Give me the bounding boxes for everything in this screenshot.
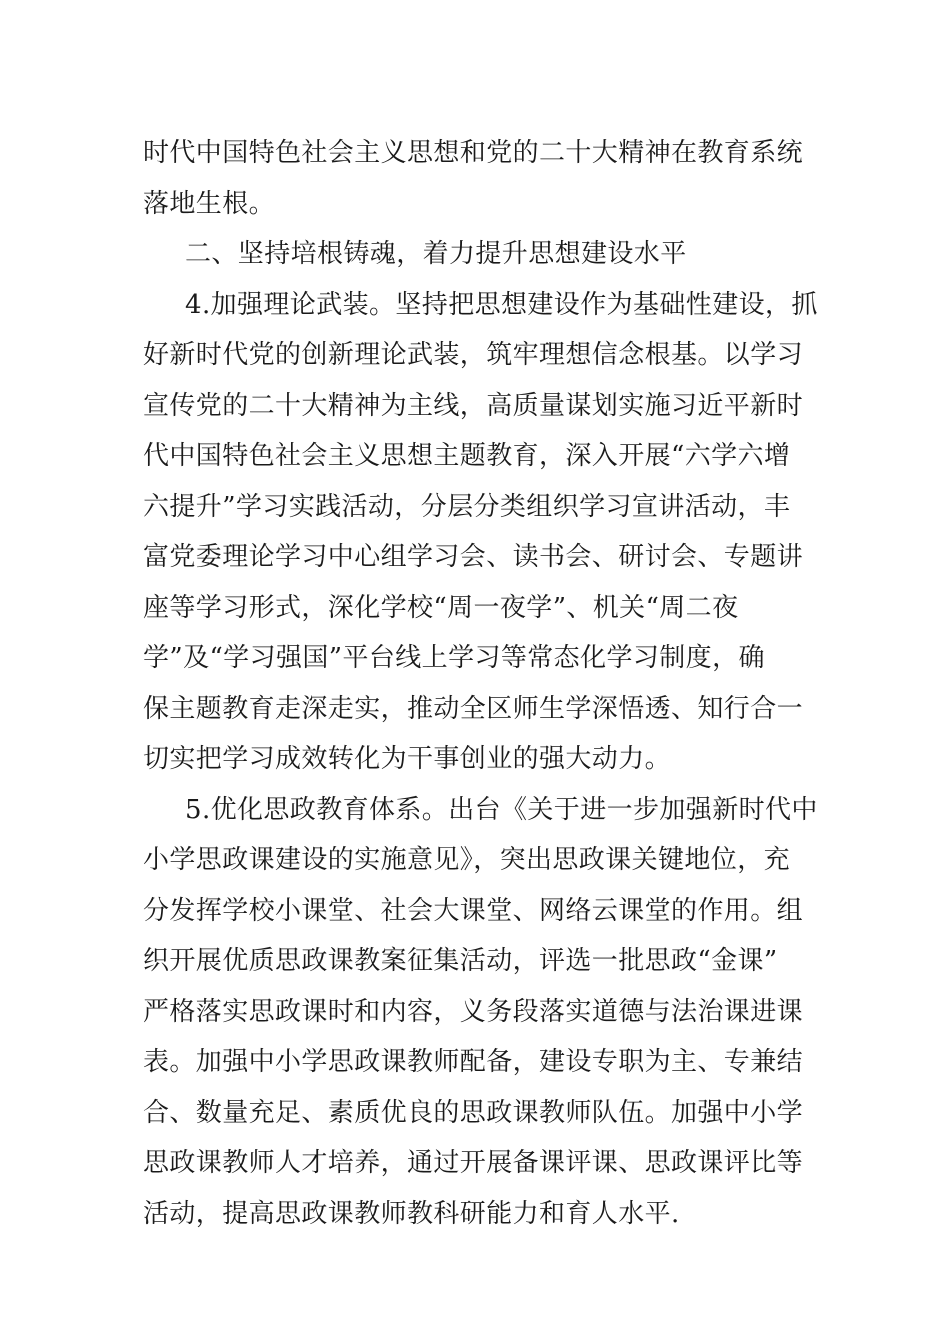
text-line: 切实把学习成效转化为干事创业的强大动力。 — [143, 744, 672, 774]
text-line: 时代中国特色社会主义思想和党的二十大精神在教育系统 — [143, 138, 804, 168]
text-line: 严格落实思政课时和内容，义务段落实道德与法治课进课 — [143, 996, 804, 1027]
section-heading: 二、坚持培根铸魂，着力提升思想建设水平 — [185, 239, 687, 269]
text-line: 六提升”学习实践活动，分层分类组织学习宣讲活动，丰 — [143, 491, 791, 522]
text-line: 活动，提高思政课教师教科研能力和育人水平. — [143, 1198, 680, 1229]
text-line: 合、数量充足、素质优良的思政课教师队伍。加强中小学 — [143, 1097, 804, 1128]
text-line: 小学思政课建设的实施意见》，突出思政课关键地位，充 — [143, 845, 791, 875]
text-line: 表。加强中小学思政课教师配备，建设专职为主、专兼结 — [143, 1047, 804, 1077]
text-line: 落地生根。 — [143, 188, 276, 219]
text-line: 代中国特色社会主义思想主题教育，深入开展“六学六增 — [143, 441, 791, 471]
document-body — [143, 128, 818, 1239]
text-line: 织开展优质思政课教案征集活动，评选一批思政“金课” — [143, 946, 778, 976]
text-line: 分发挥学校小课堂、社会大课堂、网络云课堂的作用。组 — [143, 895, 804, 926]
text-line: 保主题教育走深走实，推动全区师生学深悟透、知行合一 — [143, 693, 804, 724]
text-line: 座等学习形式，深化学校“周一夜学”、机关“周二夜 — [143, 592, 739, 623]
text-line: 学”及“学习强国”平台线上学习等常态化学习制度，确 — [143, 643, 765, 673]
text-line: 宣传党的二十大精神为主线，高质量谋划实施习近平新时 — [143, 390, 804, 421]
text-line: 富党委理论学习中心组学习会、读书会、研讨会、专题讲 — [143, 542, 804, 572]
paragraph-start: 5.优化思政教育体系。出台《关于进一步加强新时代中 — [185, 794, 818, 825]
text-line: 思政课教师人才培养，通过开展备课评课、思政课评比等 — [143, 1148, 804, 1178]
paragraph-start: 4.加强理论武装。坚持把思想建设作为基础性建设，抓 — [185, 289, 818, 320]
text-line: 好新时代党的创新理论武装，筑牢理想信念根基。以学习 — [143, 340, 804, 370]
